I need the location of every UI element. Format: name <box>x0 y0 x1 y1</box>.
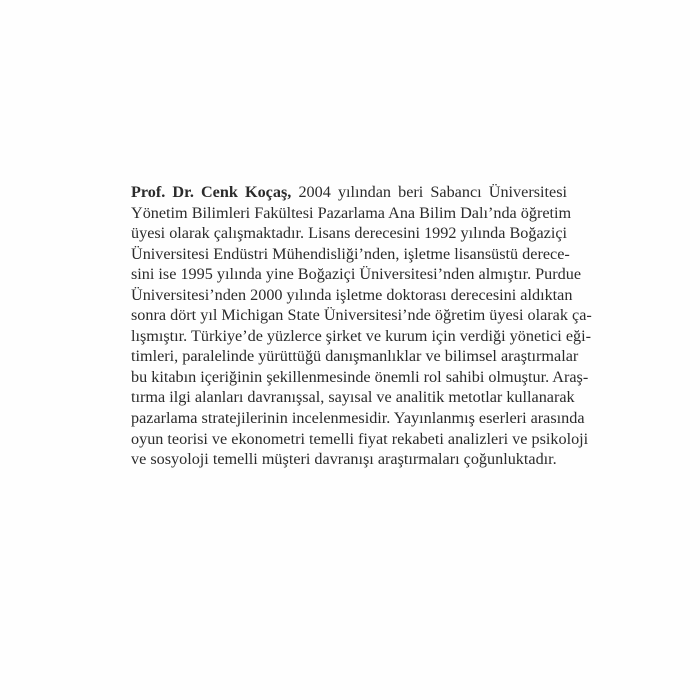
bio-line: sini ise 1995 yılında yine Boğaziçi Üniversitesi’nden almıştır. Purdue <box>131 265 582 284</box>
bio-line: timleri, paralelinde yürüttüğü danışmanlıklar ve bilimsel araştırmalar <box>131 347 579 366</box>
bio-line: tırma ilgi alanları davranışsal, sayısal ve analitik metotlar kullanarak <box>131 388 575 407</box>
bio-line: Üniversitesi’nden 2000 yılında işletme doktorası derecesini aldıktan <box>131 285 573 304</box>
bio-line: bu kitabın içeriğinin şekillenmesinde önemli rol sahibi olmuştur. Araş- <box>131 367 589 386</box>
author-bio-paragraph <box>131 182 592 470</box>
bio-line: sonra dört yıl Michigan State Üniversitesi’nde öğretim üyesi olarak ça- <box>131 306 592 325</box>
bio-line: ve sosyoloji temelli müşteri davranışı araştırmaları çoğunluktadır. <box>131 450 557 469</box>
bio-line: oyun teorisi ve ekonometri temelli fiyat rekabeti analizleri ve psikoloji <box>131 429 589 448</box>
bio-line: Yönetim Bilimleri Fakültesi Pazarlama Ana Bilim Dalı’nda öğretim <box>131 203 572 222</box>
bio-line: lışmıştır. Türkiye’de yüzlerce şirket ve kurum için verdiği yönetici eği- <box>131 326 592 345</box>
author-name: Prof. Dr. Cenk Koçaş, <box>131 183 292 201</box>
bio-line: üyesi olarak çalışmaktadır. Lisans derecesini 1992 yılında Boğaziçi <box>131 224 568 243</box>
bio-line: Üniversitesi Endüstri Mühendisliği’nden, işletme lisansüstü derece- <box>131 244 570 263</box>
bio-line: pazarlama stratejilerinin incelenmesidir. Yayınlanmış eserleri arasında <box>131 409 585 428</box>
bio-line-text: 2004 yılından beri Sabancı Üniversitesi <box>291 183 567 201</box>
bio-line <box>131 182 567 203</box>
